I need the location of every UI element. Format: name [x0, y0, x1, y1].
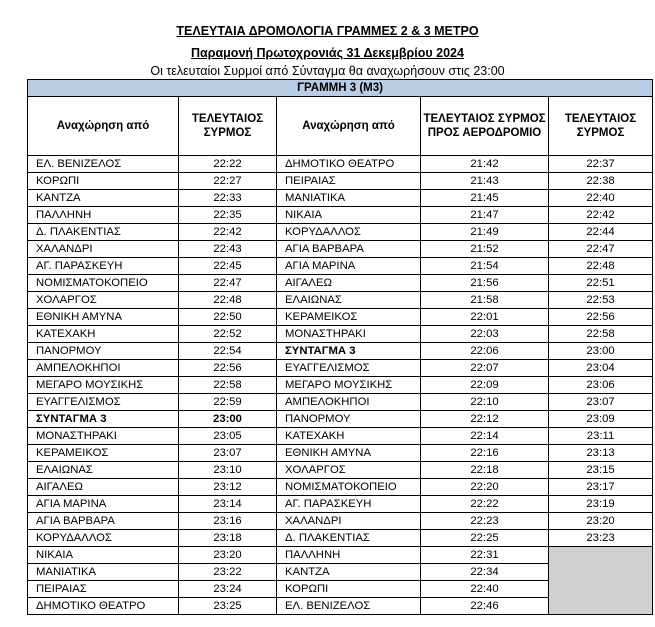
- table-row: [28, 173, 653, 190]
- last-train-airport-time: 22:14: [421, 428, 549, 445]
- departure-station-1: ΑΓΙΑ ΜΑΡΙΝΑ: [28, 496, 179, 513]
- departure-station-1: ΝΟΜΙΣΜΑΤΟΚΟΠΕΙΟ: [28, 275, 179, 292]
- departure-station-1: ΚΟΡΥΔΑΛΛΟΣ: [28, 530, 179, 547]
- departure-station-2: ΑΜΠΕΛΟΚΗΠΟΙ: [277, 394, 421, 411]
- departure-station-2: ΕΛΑΙΩΝΑΣ: [277, 292, 421, 309]
- departure-station-1: ΠΕΙΡΑΙΑΣ: [28, 581, 179, 598]
- last-train-time-2: 23:15: [549, 462, 653, 479]
- last-train-airport-time: 22:07: [421, 360, 549, 377]
- last-train-time-2: 23:20: [549, 513, 653, 530]
- last-train-airport-time: 22:01: [421, 309, 549, 326]
- departure-station-1: ΑΙΓΑΛΕΩ: [28, 479, 179, 496]
- last-train-airport-time: 21:49: [421, 224, 549, 241]
- last-train-time-2: 23:17: [549, 479, 653, 496]
- departure-station-2: ΣΥΝΤΑΓΜΑ 3: [277, 343, 421, 360]
- departure-station-1: ΕΛ. ΒΕΝΙΖΕΛΟΣ: [28, 156, 179, 173]
- table-row: [28, 292, 653, 309]
- last-train-airport-time: 22:03: [421, 326, 549, 343]
- departure-station-2: ΧΑΛΑΝΔΡΙ: [277, 513, 421, 530]
- departure-station-1: ΠΑΝΟΡΜΟΥ: [28, 343, 179, 360]
- last-train-time-2: 22:53: [549, 292, 653, 309]
- table-row: [28, 207, 653, 224]
- last-train-time-2: 23:09: [549, 411, 653, 428]
- last-train-time-2: 22:42: [549, 207, 653, 224]
- table-row: [28, 530, 653, 547]
- last-train-airport-time: 22:23: [421, 513, 549, 530]
- last-train-airport-time: 22:25: [421, 530, 549, 547]
- departure-station-2: ΚΕΡΑΜΕΙΚΟΣ: [277, 309, 421, 326]
- empty-grey-cell: [549, 547, 653, 615]
- table-row: [28, 513, 653, 530]
- last-train-time-2: 23:04: [549, 360, 653, 377]
- last-train-time-2: 22:40: [549, 190, 653, 207]
- last-train-airport-time: 21:42: [421, 156, 549, 173]
- departure-station-2: ΕΘΝΙΚΗ ΑΜΥΝΑ: [277, 445, 421, 462]
- table-row: [28, 326, 653, 343]
- departure-station-1: Δ. ΠΛΑΚΕΝΤΙΑΣ: [28, 224, 179, 241]
- departure-station-1: ΚΑΤΕΧΑΚΗ: [28, 326, 179, 343]
- departure-station-1: ΜΑΝΙΑΤΙΚΑ: [28, 564, 179, 581]
- last-train-time-1: 23:22: [179, 564, 277, 581]
- departure-station-2: ΚΑΝΤΖΑ: [277, 564, 421, 581]
- departure-station-1: ΚΕΡΑΜΕΙΚΟΣ: [28, 445, 179, 462]
- timetable: [27, 79, 653, 615]
- departure-station-2: ΔΗΜΟΤΙΚΟ ΘΕΑΤΡΟ: [277, 156, 421, 173]
- last-train-time-1: 22:52: [179, 326, 277, 343]
- last-train-time-2: 22:58: [549, 326, 653, 343]
- table-row: [28, 479, 653, 496]
- departure-station-2: Δ. ΠΛΑΚΕΝΤΙΑΣ: [277, 530, 421, 547]
- last-train-time-2: 22:56: [549, 309, 653, 326]
- departure-station-1: ΑΓΙΑ ΒΑΡΒΑΡΑ: [28, 513, 179, 530]
- departure-station-1: ΔΗΜΟΤΙΚΟ ΘΕΑΤΡΟ: [28, 598, 179, 615]
- departure-station-1: ΚΑΝΤΖΑ: [28, 190, 179, 207]
- table-row: [28, 496, 653, 513]
- departure-station-2: ΚΟΡΩΠΙ: [277, 581, 421, 598]
- last-train-time-2: 23:06: [549, 377, 653, 394]
- last-train-airport-time: 21:47: [421, 207, 549, 224]
- col-departure-2: Αναχώρηση από: [277, 97, 421, 156]
- departure-station-2: ΚΟΡΥΔΑΛΛΟΣ: [277, 224, 421, 241]
- last-train-time-2: 22:47: [549, 241, 653, 258]
- table-row: [28, 241, 653, 258]
- last-train-time-1: 23:12: [179, 479, 277, 496]
- departure-station-1: ΕΘΝΙΚΗ ΑΜΥΝΑ: [28, 309, 179, 326]
- last-train-airport-time: 21:45: [421, 190, 549, 207]
- departure-station-2: ΝΟΜΙΣΜΑΤΟΚΟΠΕΙΟ: [277, 479, 421, 496]
- table-row: [28, 309, 653, 326]
- last-train-time-1: 22:50: [179, 309, 277, 326]
- last-train-time-1: 22:58: [179, 377, 277, 394]
- last-train-time-2: 23:11: [549, 428, 653, 445]
- departure-station-1: ΜΕΓΑΡΟ ΜΟΥΣΙΚΗΣ: [28, 377, 179, 394]
- departure-station-1: ΕΥΑΓΓΕΛΙΣΜΟΣ: [28, 394, 179, 411]
- last-train-airport-time: 21:58: [421, 292, 549, 309]
- last-train-airport-time: 21:43: [421, 173, 549, 190]
- last-train-airport-time: 22:12: [421, 411, 549, 428]
- last-train-time-1: 22:47: [179, 275, 277, 292]
- departure-station-1: ΧΟΛΑΡΓΟΣ: [28, 292, 179, 309]
- departure-station-1: ΜΟΝΑΣΤΗΡΑΚΙ: [28, 428, 179, 445]
- departure-station-1: ΑΜΠΕΛΟΚΗΠΟΙ: [28, 360, 179, 377]
- last-train-time-2: 22:48: [549, 258, 653, 275]
- last-train-airport-time: 22:18: [421, 462, 549, 479]
- last-train-time-1: 22:22: [179, 156, 277, 173]
- departure-station-1: ΧΑΛΑΝΔΡΙ: [28, 241, 179, 258]
- departure-station-1: ΕΛΑΙΩΝΑΣ: [28, 462, 179, 479]
- departure-station-1: ΚΟΡΩΠΙ: [28, 173, 179, 190]
- last-train-airport-time: 22:06: [421, 343, 549, 360]
- departure-station-1: ΣΥΝΤΑΓΜΑ 3: [28, 411, 179, 428]
- table-row: [28, 275, 653, 292]
- last-train-airport-time: 21:56: [421, 275, 549, 292]
- last-train-time-1: 23:25: [179, 598, 277, 615]
- last-train-time-1: 22:35: [179, 207, 277, 224]
- last-train-time-1: 22:59: [179, 394, 277, 411]
- last-train-time-1: 22:56: [179, 360, 277, 377]
- last-train-airport-time: 22:09: [421, 377, 549, 394]
- departure-station-2: ΕΛ. ΒΕΝΙΖΕΛΟΣ: [277, 598, 421, 615]
- table-row: [28, 258, 653, 275]
- table-row: [28, 224, 653, 241]
- departure-station-2: ΜΟΝΑΣΤΗΡΑΚΙ: [277, 326, 421, 343]
- last-train-time-1: 22:54: [179, 343, 277, 360]
- last-train-time-2: 22:44: [549, 224, 653, 241]
- last-train-time-1: 23:14: [179, 496, 277, 513]
- last-train-time-1: 23:00: [179, 411, 277, 428]
- last-train-time-2: 23:23: [549, 530, 653, 547]
- table-row: [28, 377, 653, 394]
- last-train-time-2: 23:13: [549, 445, 653, 462]
- departure-station-2: ΠΑΛΛΗΝΗ: [277, 547, 421, 564]
- last-train-time-2: 23:00: [549, 343, 653, 360]
- last-train-airport-time: 22:20: [421, 479, 549, 496]
- line-header: ΓΡΑΜΜΗ 3 (Μ3): [28, 80, 653, 97]
- departure-station-2: ΑΓ. ΠΑΡΑΣΚΕΥΗ: [277, 496, 421, 513]
- col-last-train-2: ΤΕΛΕΥΤΑΙΟΣ ΣΥΡΜΟΣ: [549, 97, 653, 156]
- last-train-time-1: 22:33: [179, 190, 277, 207]
- departure-station-2: ΝΙΚΑΙΑ: [277, 207, 421, 224]
- table-row: [28, 394, 653, 411]
- last-train-airport-time: 22:34: [421, 564, 549, 581]
- last-train-airport-time: 22:40: [421, 581, 549, 598]
- last-train-time-2: 23:19: [549, 496, 653, 513]
- timetable-body: [28, 156, 653, 615]
- last-train-time-1: 22:45: [179, 258, 277, 275]
- last-train-time-1: 23:24: [179, 581, 277, 598]
- departure-station-2: ΑΙΓΑΛΕΩ: [277, 275, 421, 292]
- last-train-time-1: 23:20: [179, 547, 277, 564]
- table-row: [28, 360, 653, 377]
- title-line-1: ΤΕΛΕΥΤΑΙΑ ΔΡΟΜΟΛΟΓΙΑ ΓΡΑΜΜΕΣ 2 & 3 ΜΕΤΡΟ: [176, 24, 479, 38]
- last-train-time-1: 22:48: [179, 292, 277, 309]
- col-last-train-1: ΤΕΛΕΥΤΑΙΟΣ ΣΥΡΜΟΣ: [179, 97, 277, 156]
- last-train-time-2: 22:38: [549, 173, 653, 190]
- departure-station-2: ΠΕΙΡΑΙΑΣ: [277, 173, 421, 190]
- last-train-time-1: 23:18: [179, 530, 277, 547]
- title-line-2: Παραμονή Πρωτοχρονιάς 31 Δεκεμβρίου 2024: [191, 46, 464, 60]
- departure-station-2: ΠΑΝΟΡΜΟΥ: [277, 411, 421, 428]
- last-train-airport-time: 22:46: [421, 598, 549, 615]
- table-row: [28, 462, 653, 479]
- last-train-time-1: 22:42: [179, 224, 277, 241]
- last-train-time-1: 23:05: [179, 428, 277, 445]
- departure-station-2: ΧΟΛΑΡΓΟΣ: [277, 462, 421, 479]
- departure-station-2: ΚΑΤΕΧΑΚΗ: [277, 428, 421, 445]
- departure-station-1: ΠΑΛΛΗΝΗ: [28, 207, 179, 224]
- last-train-time-1: 23:16: [179, 513, 277, 530]
- col-departure-1: Αναχώρηση από: [28, 97, 179, 156]
- table-row: [28, 428, 653, 445]
- table-row: [28, 156, 653, 173]
- col-last-train-airport: ΤΕΛΕΥΤΑΙΟΣ ΣΥΡΜΟΣ ΠΡΟΣ ΑΕΡΟΔΡΟΜΙΟ: [421, 97, 549, 156]
- departure-station-2: ΑΓΙΑ ΒΑΡΒΑΡΑ: [277, 241, 421, 258]
- last-train-time-1: 22:27: [179, 173, 277, 190]
- last-train-time-1: 22:43: [179, 241, 277, 258]
- table-row: [28, 411, 653, 428]
- table-row: [28, 190, 653, 207]
- last-train-airport-time: 22:10: [421, 394, 549, 411]
- last-train-airport-time: 22:16: [421, 445, 549, 462]
- last-train-airport-time: 22:22: [421, 496, 549, 513]
- last-train-time-1: 23:10: [179, 462, 277, 479]
- departure-station-2: ΕΥΑΓΓΕΛΙΣΜΟΣ: [277, 360, 421, 377]
- departure-station-1: ΝΙΚΑΙΑ: [28, 547, 179, 564]
- last-train-airport-time: 21:52: [421, 241, 549, 258]
- table-row: [28, 445, 653, 462]
- last-train-time-2: 23:07: [549, 394, 653, 411]
- table-row: [28, 343, 653, 360]
- departure-station-2: ΑΓΙΑ ΜΑΡΙΝΑ: [277, 258, 421, 275]
- last-train-airport-time: 22:31: [421, 547, 549, 564]
- departure-station-2: ΜΕΓΑΡΟ ΜΟΥΣΙΚΗΣ: [277, 377, 421, 394]
- last-train-time-2: 22:37: [549, 156, 653, 173]
- table-row: [28, 547, 653, 564]
- subtitle: Οι τελευταίοι Συρμοί από Σύνταγμα θα αναχωρήσουν στις 23:00: [150, 64, 505, 78]
- last-train-time-1: 23:07: [179, 445, 277, 462]
- departure-station-2: ΜΑΝΙΑΤΙΚΑ: [277, 190, 421, 207]
- last-train-time-2: 22:51: [549, 275, 653, 292]
- departure-station-1: ΑΓ. ΠΑΡΑΣΚΕΥΗ: [28, 258, 179, 275]
- last-train-airport-time: 21:54: [421, 258, 549, 275]
